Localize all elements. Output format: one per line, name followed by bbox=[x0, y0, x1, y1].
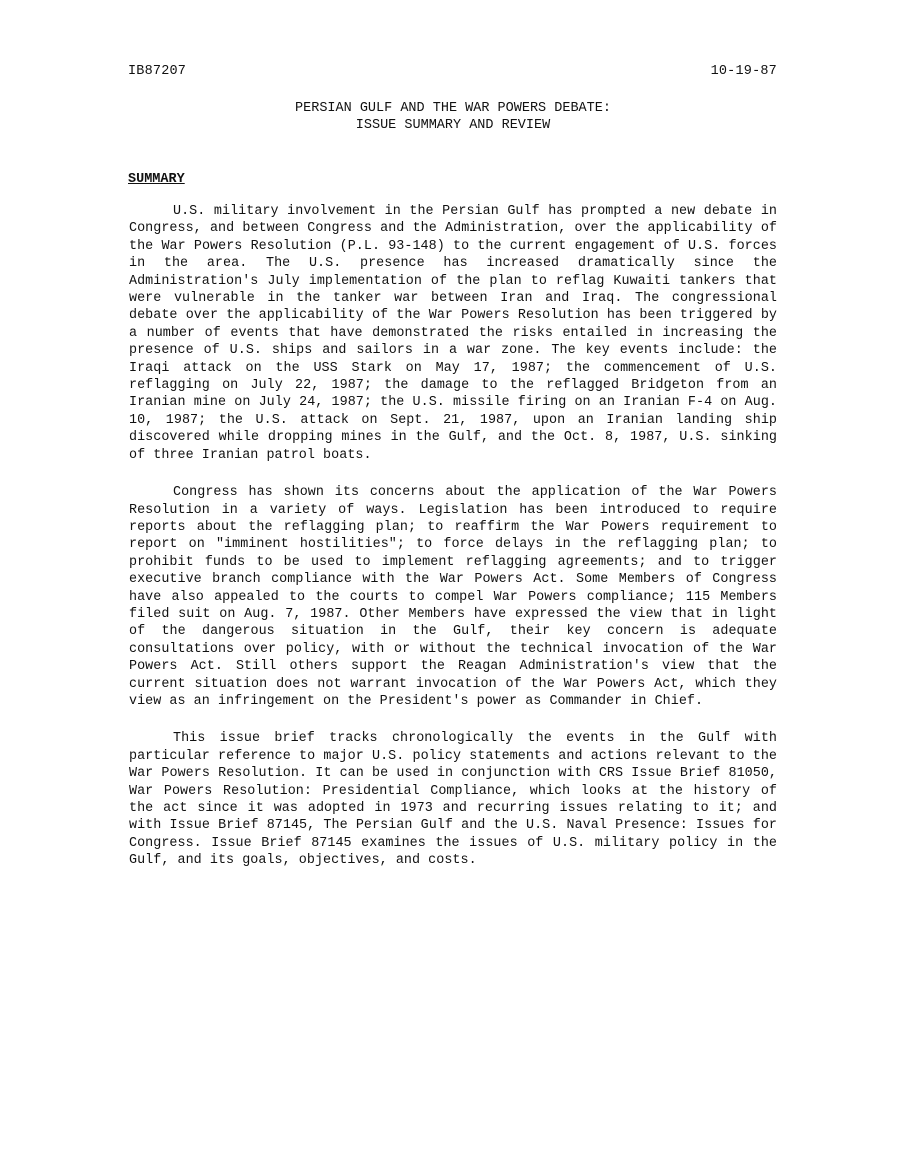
title-line-2: ISSUE SUMMARY AND REVIEW bbox=[355, 118, 551, 133]
summary-body bbox=[129, 203, 777, 890]
summary-paragraph-3: This issue brief tracks chronologically the events in the Gulf with particular reference to major U.S. policy statements and actions relevant to the War Powers Resolution. It can be used in conjunction with CRS Issue Brief 81050, War Powers Resolution: Presidential Compliance, which looks at the history of the act since it was adopted in 1973 and recurring issues relating to it; and with Issue Brief 87145, The Persian Gulf and the U.S. Naval Presence: Issues for Congress. Issue Brief 87145 examines the issues of U.S. military policy in the Gulf, and its goals, objectives, and costs. bbox=[129, 731, 777, 869]
document-id: IB87207 bbox=[128, 64, 187, 79]
summary-paragraph-2: Congress has shown its concerns about the application of the War Powers Resolution in a variety of ways. Legislation has been introduced to require reports about the reflagging plan; to reaffirm the War Powers requirement to report on "imminent hostilities"; to force delays in the reflagging plan; to prohibit funds to be used to implement reflagging agreements; and to trigger executive branch compliance with the War Powers Act. Some Members of Congress have also appealed to the courts to compel War Powers compliance; 115 Members filed suit on Aug. 7, 1987. Other Members have expressed the view that in light of the dangerous situation in the Gulf, their key concern is adequate consultations over policy, with or without the technical invocation of the War Powers Act. Still others support the Reagan Administration's view that the current situation does not warrant invocation of the War Powers Act, which they view as an infringement on the President's power as Commander in Chief. bbox=[129, 485, 777, 709]
summary-paragraph-1: U.S. military involvement in the Persian Gulf has prompted a new debate in Congress, and between Congress and the Administration, over the applicability of the War Powers Resolution (P.L. 93-148) to the current engagement of U.S. forces in the area. The U.S. presence has increased dramatically since the Administration's July implementation of the plan to reflag Kuwaiti tankers that were vulnerable in the tanker war between Iran and Iraq. The congressional debate over the applicability of the War Powers Resolution has been triggered by a number of events that have demonstrated the risks entailed in increasing the presence of U.S. ships and sailors in a war zone. The key events include: the Iraqi attack on the USS Stark on May 17, 1987; the commencement of U.S. reflagging on July 22, 1987; the damage to the reflagged Bridgeton from an Iranian mine on July 24, 1987; the U.S. missile firing on an Iranian F-4 on Aug. 10, 1987; the U.S. attack on Sept. 21, 1987, upon an Iranian landing ship discovered while dropping mines in the Gulf, and the Oct. 8, 1987, U.S. sinking of three Iranian patrol boats. bbox=[129, 204, 777, 463]
title-line-1: PERSIAN GULF AND THE WAR POWERS DEBATE: bbox=[295, 101, 611, 116]
summary-heading: SUMMARY bbox=[128, 172, 185, 187]
document-date: 10-19-87 bbox=[710, 64, 777, 79]
document-title bbox=[128, 100, 778, 134]
